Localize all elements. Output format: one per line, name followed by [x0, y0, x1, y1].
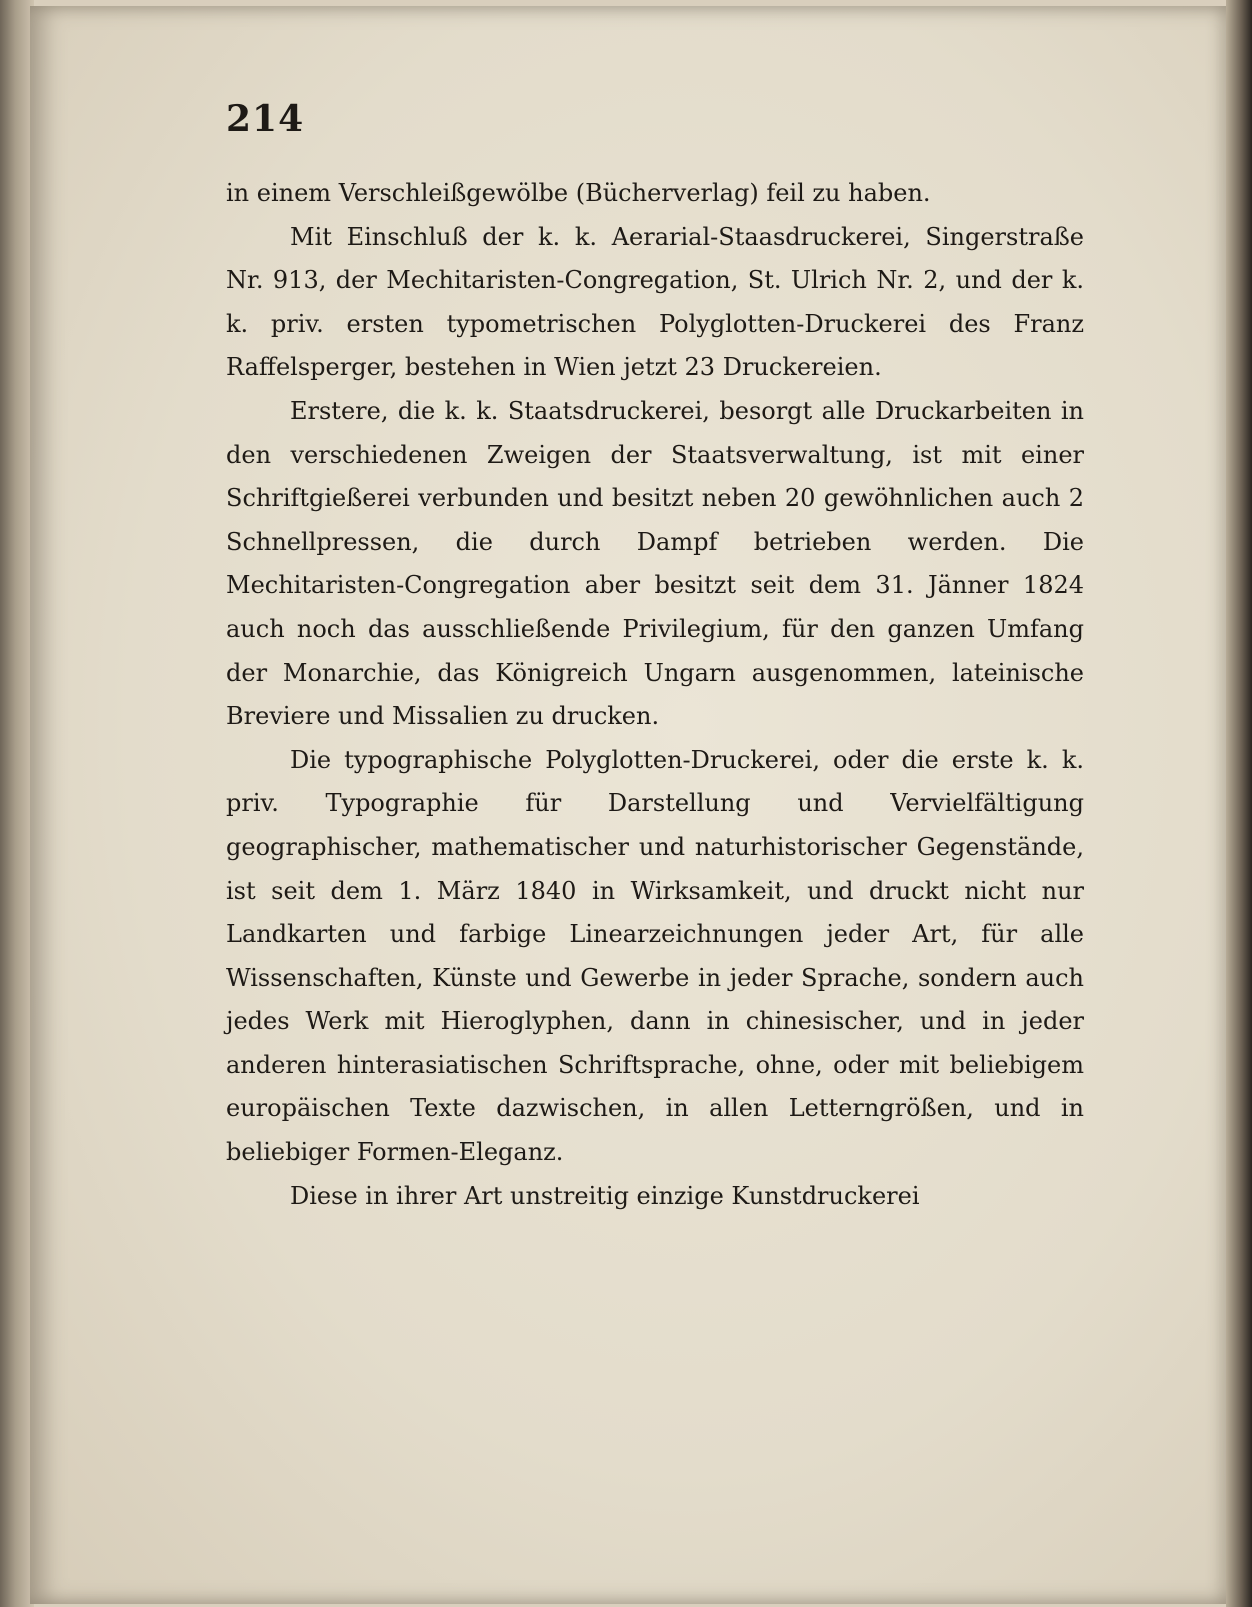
book-edge: [1226, 0, 1252, 1607]
paragraph: in einem Verschleißgewölbe (Bücherverlag) feil zu haben.: [226, 179, 931, 207]
book-gutter: [0, 0, 34, 1607]
paragraph: Diese in ihrer Art unstreitig einzige Kunstdruckerei: [290, 1181, 920, 1210]
paragraph: Die typographische Polyglotten-Druckerei, oder die erste k. k. priv. Typographie für Darstellung und Vervielfältigung geographischer, mathematischer und naturhistorischer Gegenstände, ist seit dem 1. März 1840 in Wirksamkeit, und druckt nicht nur Landkarten und farbige Linearzeichnungen jeder Art, für alle Wissenschaften, Künste und Gewerbe in jeder Sprache, sondern auch jedes Werk mit Hieroglyphen, dann in chinesischer, und in jeder anderen hinterasiatischen Schriftsprache, ohne, oder mit beliebigem europäischen Texte dazwischen, in allen Letterngrößen, und in beliebiger Formen-Eleganz.: [226, 745, 1084, 1167]
body-text: [226, 172, 1084, 1218]
paragraph: Mit Einschluß der k. k. Aerarial-Staasdruckerei, Singerstraße Nr. 913, der Mechitaristen-Congregation, St. Ulrich Nr. 2, und der k. k. priv. ersten typometrischen Polyglotten-Druckerei des Franz Raffelsperger, bestehen in Wien jetzt 23 Druckereien.: [226, 222, 1084, 382]
page-number: 214: [226, 98, 305, 140]
paragraph: Erstere, die k. k. Staatsdruckerei, besorgt alle Druckarbeiten in den verschiedenen Zweigen der Staatsverwaltung, ist mit einer Schriftgießerei verbunden und besitzt neben 20 gewöhnlichen auch 2 Schnellpressen, die durch Dampf betrieben werden. Die Mechitaristen-Congregation aber besitzt seit dem 31. Jänner 1824 auch noch das ausschließende Privilegium, für den ganzen Umfang der Monarchie, das Königreich Ungarn ausgenommen, lateinische Breviere und Missalien zu drucken.: [226, 396, 1084, 731]
